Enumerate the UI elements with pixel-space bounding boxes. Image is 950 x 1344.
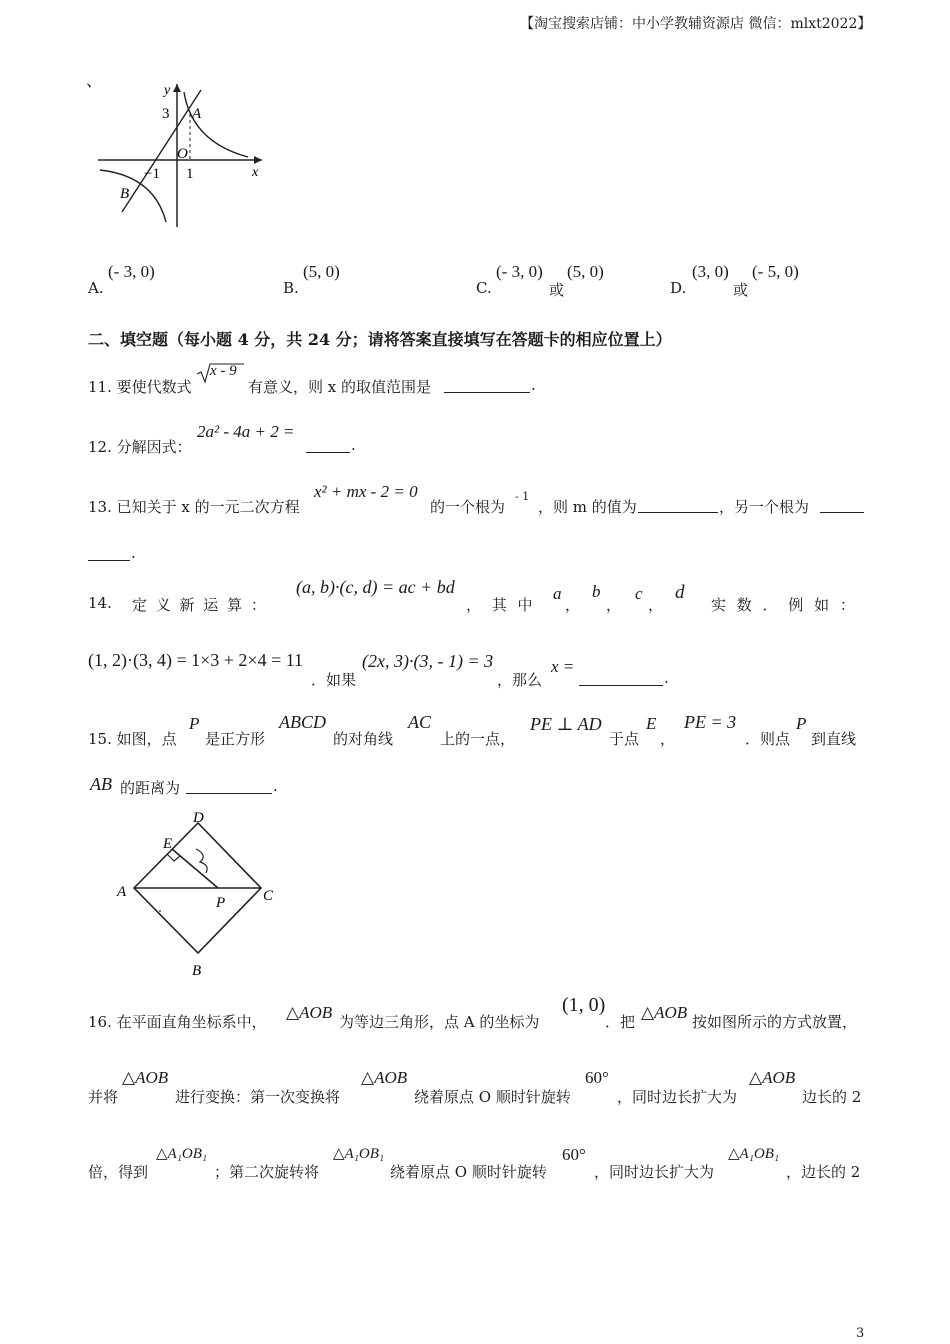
label-a: A <box>192 106 202 122</box>
q16-l1c: ．把 <box>605 1013 636 1031</box>
y-axis-arrow <box>173 84 181 92</box>
q12-blank[interactable] <box>306 438 350 453</box>
q14-end: . <box>664 669 669 687</box>
q13-root: - 1 <box>515 490 530 503</box>
q16-deg-2: 60° <box>562 1145 586 1164</box>
q16-tri-3: △AOB <box>122 1068 169 1087</box>
y-label: y <box>164 83 171 98</box>
x-axis-arrow <box>254 156 262 164</box>
section-title: 二、填空题（每小题 4 分，共 24 分；请将答案直接填写在答题卡的相应位置上） <box>88 330 672 349</box>
q15-t1: 是正方形 <box>205 730 266 748</box>
q14-example: (1, 2)·(3, 4) = 1×3 + 2×4 = 11 <box>88 650 304 670</box>
q11-suffix: 有意义，则 x 的取值范围是 <box>248 378 431 396</box>
option-d[interactable]: D. <box>670 279 687 297</box>
q16-l3e: ，边长的 2 <box>786 1163 861 1181</box>
label-neg1: −1 <box>144 166 160 182</box>
q16-tri1-2: △A₁OB₁ <box>333 1146 385 1162</box>
q15-t2: 的对角线 <box>333 730 394 748</box>
q15-t7: 的距离为 <box>120 779 181 797</box>
q11-blank[interactable] <box>444 378 530 393</box>
q16-deg-1: 60° <box>585 1068 609 1087</box>
q16-l2e: 边长的 2 <box>802 1088 862 1106</box>
q14-then: ，那么 <box>497 671 543 689</box>
q12-end: . <box>351 436 356 454</box>
q14-blank[interactable] <box>579 671 663 686</box>
q14-a: a <box>553 584 562 603</box>
q13-prefix: 13. 已知关于 x 的一元二次方程 <box>88 498 300 516</box>
q16-l3c: 绕着原点 O 顺时针旋转 <box>390 1163 547 1181</box>
q13-mid2: ，则 m 的值为 <box>538 498 637 516</box>
option-a[interactable]: A. <box>88 279 104 297</box>
label-1: 1 <box>186 166 194 182</box>
q16-coord: (1, 0) <box>562 994 606 1016</box>
q13-mid: 的一个根为 <box>430 498 506 516</box>
q15-ab: AB <box>90 774 112 794</box>
figure-graph <box>80 72 270 232</box>
q15-p2: P <box>796 714 807 733</box>
q14-x-eq: x = <box>551 657 575 676</box>
option-b[interactable]: B. <box>283 279 299 297</box>
q14-expr2: (2x, 3)·(3, - 1) = 3 <box>362 651 494 671</box>
option-d-value1: (3, 0) <box>692 262 729 281</box>
label-b: B <box>192 963 202 979</box>
q15-cond: PE ⊥ AD <box>530 714 602 734</box>
segment-pe <box>172 849 218 888</box>
q14-if: ．如果 <box>311 671 357 689</box>
q15-ac: AC <box>408 712 432 732</box>
q13-blank-root-cont[interactable] <box>88 546 130 561</box>
x-label: x <box>252 165 259 180</box>
q15-blank[interactable] <box>186 779 272 794</box>
q14-mid: ， 其 中 <box>466 596 536 614</box>
q13-mid3: ，另一个根为 <box>719 498 810 516</box>
q15-cond2: PE = 3 <box>684 712 737 732</box>
label-c: C <box>263 888 274 904</box>
option-c-value1: (- 3, 0) <box>496 262 543 281</box>
q14-tail: 实 数 ． 例 如 ： <box>711 596 858 614</box>
q12-prefix: 12. 分解因式： <box>88 438 192 456</box>
q16-tri1-3: △A₁OB₁ <box>728 1146 780 1162</box>
q15-end: . <box>273 777 278 795</box>
q13-blank-root[interactable] <box>820 498 864 513</box>
stray-mark: 、 <box>86 73 103 90</box>
q15-prefix: 15. 如图，点 <box>88 730 177 748</box>
q14-c: c <box>635 584 643 603</box>
q14-b: b <box>592 582 601 601</box>
option-c[interactable]: C. <box>476 279 492 297</box>
label-a: A <box>117 884 127 900</box>
label-b: B <box>120 186 130 202</box>
q16-l2d: ，同时边长扩大为 <box>617 1088 738 1106</box>
q15-t6: 到直线 <box>811 730 857 748</box>
q15-t4: 于点 <box>609 730 640 748</box>
q15-abcd: ABCD <box>279 712 326 732</box>
q13-expr: x² + mx - 2 = 0 <box>314 482 418 501</box>
q14-num: 14. <box>88 594 112 612</box>
q15-t3: 上的一点， <box>440 730 516 748</box>
option-d-value2: (- 5, 0) <box>752 262 799 281</box>
label-3: 3 <box>162 106 170 122</box>
label-d: D <box>193 810 204 826</box>
q16-l3d: ，同时边长扩大为 <box>594 1163 715 1181</box>
q14-expr: (a, b)·(c, d) = ac + bd <box>296 577 455 597</box>
q16-l2a: 并将 <box>88 1088 119 1106</box>
q16-tri1-1: △A₁OB₁ <box>156 1146 208 1162</box>
q16-tri-4: △AOB <box>361 1068 408 1087</box>
q16-l1b: 为等边三角形，点 A 的坐标为 <box>339 1013 540 1031</box>
q11-prefix: 11. 要使代数式 <box>88 378 192 396</box>
q15-e: E <box>646 714 657 733</box>
q16-l2c: 绕着原点 O 顺时针旋转 <box>414 1088 571 1106</box>
label-e: E <box>163 836 173 852</box>
figure-square <box>110 805 285 985</box>
squiggle-mark <box>196 849 207 873</box>
q16-tri-2: △AOB <box>641 1003 688 1022</box>
q14-label: 定 义 新 运 算 ： <box>132 596 268 614</box>
option-c-value2: (5, 0) <box>567 262 604 281</box>
page-number: 3 <box>856 1326 865 1341</box>
q12-expr: 2a² - 4a + 2 = <box>197 422 295 441</box>
q16-tri-5: △AOB <box>749 1068 796 1087</box>
q16-l2b: 进行变换：第一次变换将 <box>175 1088 341 1106</box>
q16-tri-1: △AOB <box>286 1003 333 1022</box>
q16-l1a: 16. 在平面直角坐标系中， <box>88 1013 267 1031</box>
q11-expr: x - 9 <box>210 363 237 379</box>
option-c-or: 或 <box>549 281 565 299</box>
q11-end: . <box>531 376 536 394</box>
q16-l1d: 按如图所示的方式放置， <box>692 1013 858 1031</box>
option-b-value: (5, 0) <box>303 262 340 281</box>
header-banner: 【淘宝搜索店铺：中小学教辅资源店 微信：mlxt2022】 <box>520 16 872 32</box>
label-p: P <box>216 895 226 911</box>
label-o: O <box>177 146 188 162</box>
q14-d: d <box>675 582 685 603</box>
q16-l3a: 倍，得到 <box>88 1163 149 1181</box>
option-a-value: (- 3, 0) <box>108 262 155 281</box>
q15-p: P <box>189 714 200 733</box>
q16-l3b: ；第二次旋转将 <box>214 1163 320 1181</box>
option-d-or: 或 <box>733 281 749 299</box>
q13-blank-m[interactable] <box>638 498 718 513</box>
q15-t5: ．则点 <box>745 730 791 748</box>
q13-end: . <box>131 544 136 562</box>
